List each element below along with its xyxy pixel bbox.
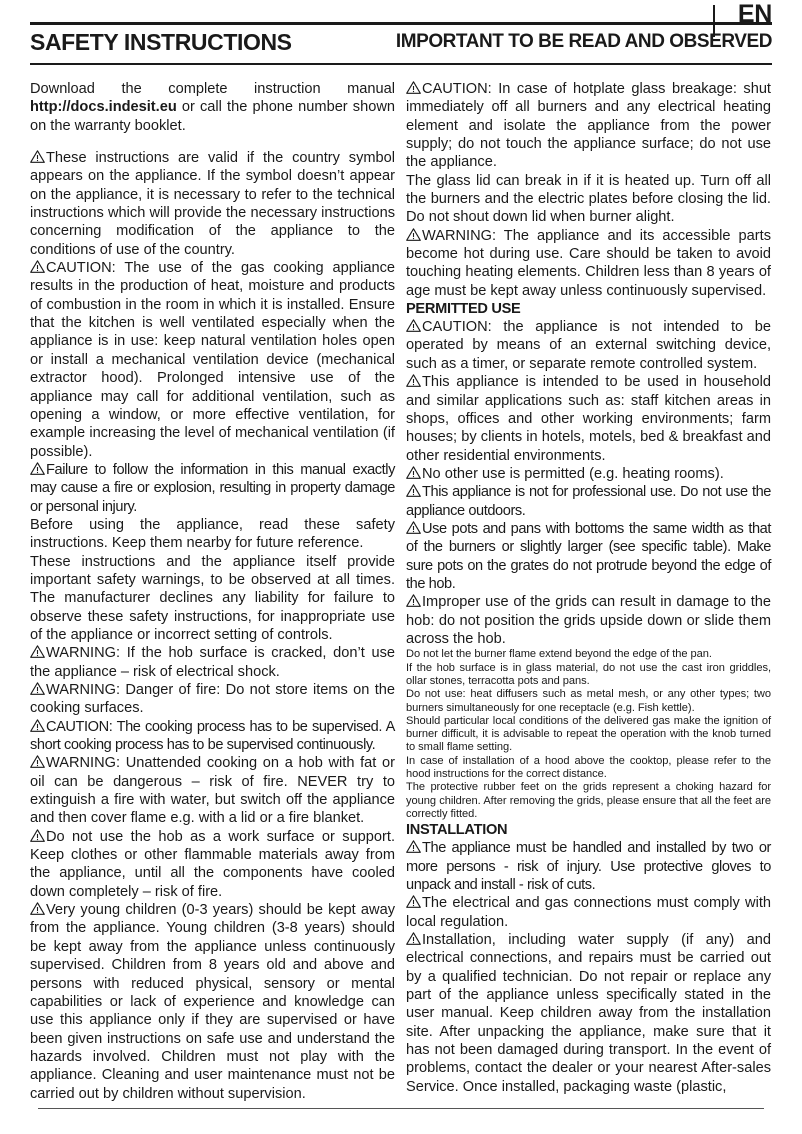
warning-triangle-icon — [406, 594, 421, 607]
paragraph-text: No other use is permitted (e.g. heating rooms). — [422, 465, 724, 482]
footer-rule — [38, 1108, 764, 1109]
warning-triangle-icon — [406, 319, 421, 332]
paragraph-download-manual — [30, 80, 395, 135]
note-rubber-feet: The protective rubber feet on the grids represent a choking hazard for young children. After removing the grids, please ensure that all the feet are correctly fitted. — [406, 781, 771, 820]
note-local-gas-conditions: Should particular local conditions of the delivered gas make the ignition of burner difficult, it is advisable to repeat the operation with the knob turned to small flame setting. — [406, 714, 771, 754]
paragraph-warning-unattended-cooking — [30, 754, 395, 827]
warning-triangle-icon — [30, 719, 45, 732]
warning-triangle-icon — [406, 81, 421, 94]
manual-url: http://docs.indesit.eu — [30, 99, 177, 116]
warning-triangle-icon — [30, 829, 45, 842]
paragraph-text: CAUTION: The cooking process has to be supervised. A short cooking process has to be supervised continuously. — [30, 718, 395, 754]
paragraph-electrical-gas-connections — [406, 894, 771, 931]
paragraph-text: CAUTION: The use of the gas cooking appliance results in the production of heat, moisture and products of combustion in the room in which it is installed. Ensure that the kitchen is well ventilated especially when the appliance is in use: keep natural ventilation holes open or install a mechanical ventilation device (mechanical extractor hood). Prolonged intensive use of the appliance may call for additional ventilation, such as opening a window, or more effective ventilation, for example increasing the level of mechanical ventilation (if possible). — [30, 260, 395, 460]
paragraph-text: Very young children (0-3 years) should be kept away from the appliance. Young children (3-8 years) should be kept away from the appliance unless continuously supervised. Children from 8 years old and above and persons with reduced physical, sensory or mental capabilities or lack of experience and knowledge can use this appliance only if they are supervised or have been given instructions on safe use and understand the hazards involved. Children must not play with the appliance. Cleaning and user maintenance must not be carried out by children without supervision. — [30, 902, 395, 1102]
warning-triangle-icon — [406, 484, 421, 497]
paragraph-instructions-provide — [30, 553, 395, 645]
warning-triangle-icon — [406, 840, 421, 853]
paragraph-failure-to-follow — [30, 461, 395, 516]
section-heading-installation: INSTALLATION — [406, 822, 508, 839]
header-top-rule — [30, 22, 772, 25]
warning-triangle-icon — [30, 682, 45, 695]
warning-triangle-icon — [30, 260, 45, 273]
paragraph-text: Improper use of the grids can result in damage to the hob: do not position the grids upside down or slide them across the hob. — [406, 594, 771, 647]
page-title: SAFETY INSTRUCTIONS — [30, 29, 292, 55]
paragraph-text: The glass lid can break in if it is heated up. Turn off all the burners and the electric plates before closing the lid. Do not shout down lid when burner alight. — [406, 172, 771, 226]
header-bottom-rule — [30, 63, 772, 65]
paragraph-text: Use pots and pans with bottoms the same width as that of the burners or slightly larger (see specific table). Make sure pots on the grates do not protrude beyond the edge of the hob. — [406, 520, 771, 592]
paragraph-country-symbol — [30, 149, 395, 259]
language-code: EN — [737, 0, 772, 28]
warning-triangle-icon — [406, 228, 421, 241]
warning-triangle-icon — [406, 895, 421, 908]
warning-triangle-icon — [30, 150, 45, 163]
paragraph-text: WARNING: If the hob surface is cracked, don’t use the appliance – risk of electrical shock. — [30, 645, 395, 680]
left-column — [30, 80, 395, 1103]
note-burner-flame: Do not let the burner flame extend beyond the edge of the pan. — [406, 648, 712, 661]
warning-triangle-icon — [406, 932, 421, 945]
paragraph-text: Do not use the hob as a work surface or support. Keep clothes or other flammable materials away from the appliance, until all the components have cooled down completely – risk of fire. — [30, 828, 395, 900]
paragraph-household-use — [406, 373, 771, 465]
paragraph-handled-by-two-persons — [406, 839, 771, 894]
note-glass-hob-surface: If the hob surface is in glass material, do not use the cast iron griddles, ollar stones, terracotta pots and pans. — [406, 661, 771, 687]
paragraph-warning-hob-cracked — [30, 644, 395, 681]
paragraph-text: WARNING: Danger of fire: Do not store items on the cooking surfaces. — [30, 682, 395, 717]
paragraph-text: WARNING: Unattended cooking on a hob with fat or oil can be dangerous – risk of fire. NEVER try to extinguish a fire with water, but switch off the appliance and then cover flame e.g. with a lid or a fire blanket. — [30, 755, 395, 827]
paragraph-caution-gas-cooking — [30, 259, 395, 461]
paragraph-children-safety — [30, 901, 395, 1103]
download-text-a: Download the complete instruction manual — [30, 81, 395, 97]
paragraph-text: CAUTION: In case of hotplate glass breakage: shut immediately off all burners and any electrical heating element and isolate the appliance from the power supply; do not touch the appliance surface; do not use the appliance. — [406, 81, 771, 171]
warning-triangle-icon — [406, 466, 421, 479]
note-heat-diffusers: Do not use: heat diffusers such as metal mesh, or any other types; two burners simultaneously for one receptacle (e.g. Fish kettle). — [406, 688, 771, 714]
paragraph-not-professional-use — [406, 483, 771, 520]
paragraph-caution-hotplate-breakage — [406, 80, 771, 172]
paragraph-caution-external-switching — [406, 318, 771, 373]
section-heading-permitted-use: PERMITTED USE — [406, 301, 521, 318]
download-text-b: or call the phone number shown on the warranty booklet. — [30, 99, 395, 134]
paragraph-text: These instructions are valid if the country symbol appears on the appliance. If the symbol doesn’t appear on the appliance, it is necessary to refer to the technical instructions which will provide the necessary instructions concerning modification of the appliance to the conditions of use of the country. — [30, 150, 395, 258]
paragraph-installation-qualified-technician — [406, 931, 771, 1096]
page-header — [30, 0, 772, 72]
paragraph-warning-accessible-parts-hot — [406, 227, 771, 300]
warning-triangle-icon — [30, 645, 45, 658]
warning-triangle-icon — [30, 755, 45, 768]
paragraph-before-using — [30, 516, 395, 553]
paragraph-text: This appliance is intended to be used in household and similar applications such as: staff kitchen areas in shops, offices and other working environments; farm houses; by clients in hotels, motels, bed & breakfast and other residential environments. — [406, 374, 771, 464]
warning-triangle-icon — [30, 902, 45, 915]
right-column — [406, 80, 771, 1103]
paragraph-pots-and-pans — [406, 520, 771, 593]
paragraph-text: Before using the appliance, read these safety instructions. Keep them nearby for future reference. — [30, 516, 395, 552]
warning-triangle-icon — [406, 374, 421, 387]
warning-triangle-icon — [30, 462, 45, 475]
paragraph-text: These instructions and the appliance itself provide important safety warnings, to be observed at all times. The manufacturer declines any liability for failure to observe these safety instructions, for inappropriate use of the appliance or incorrect setting of controls. — [30, 553, 395, 643]
paragraph-text: The electrical and gas connections must comply with local regulation. — [406, 895, 771, 930]
paragraph-text: Failure to follow the information in this manual exactly may cause a fire or explosion, resulting in property damage or personal injury. — [30, 461, 395, 515]
paragraph-glass-lid — [406, 172, 771, 227]
paragraph-text: Installation, including water supply (if any) and electrical connections, and repairs must be carried out by a qualified technician. Do not repair or replace any part of the appliance unless specifically stated in the user manual. Keep children away from the installation site. After unpacking the appliance, make sure that it has not been damaged during transport. In the event of problems, contact the dealer or your nearest After-sales Service. Once installed, packaging waste (plastic, — [406, 931, 771, 1095]
paragraph-text: This appliance is not for professional use. Do not use the appliance outdoors. — [406, 484, 771, 519]
paragraph-text: The appliance must be handled and installed by two or more persons - risk of injury. Use protective gloves to unpack and install - risk of cuts. — [406, 840, 771, 893]
warning-triangle-icon — [406, 521, 421, 534]
paragraph-no-other-use — [406, 465, 771, 483]
note-hood-installation: In case of installation of a hood above the cooktop, please refer to the hood instructions for the correct distance. — [406, 754, 771, 780]
paragraph-text: WARNING: The appliance and its accessible parts become hot during use. Care should be taken to avoid touching heating elements. Children less than 8 years of age must be kept away unless continuously supervised. — [406, 227, 771, 299]
content-columns — [30, 80, 772, 1103]
paragraph-text: CAUTION: the appliance is not intended to be operated by means of an external switching device, such as a timer, or separate remote controlled system. — [406, 319, 771, 372]
paragraph-caution-supervised — [30, 718, 395, 755]
paragraph-improper-use-grids — [406, 593, 771, 648]
page-subtitle: IMPORTANT TO BE READ AND OBSERVED — [395, 31, 772, 52]
paragraph-hob-not-work-surface — [30, 828, 395, 901]
paragraph-warning-danger-of-fire — [30, 681, 395, 718]
